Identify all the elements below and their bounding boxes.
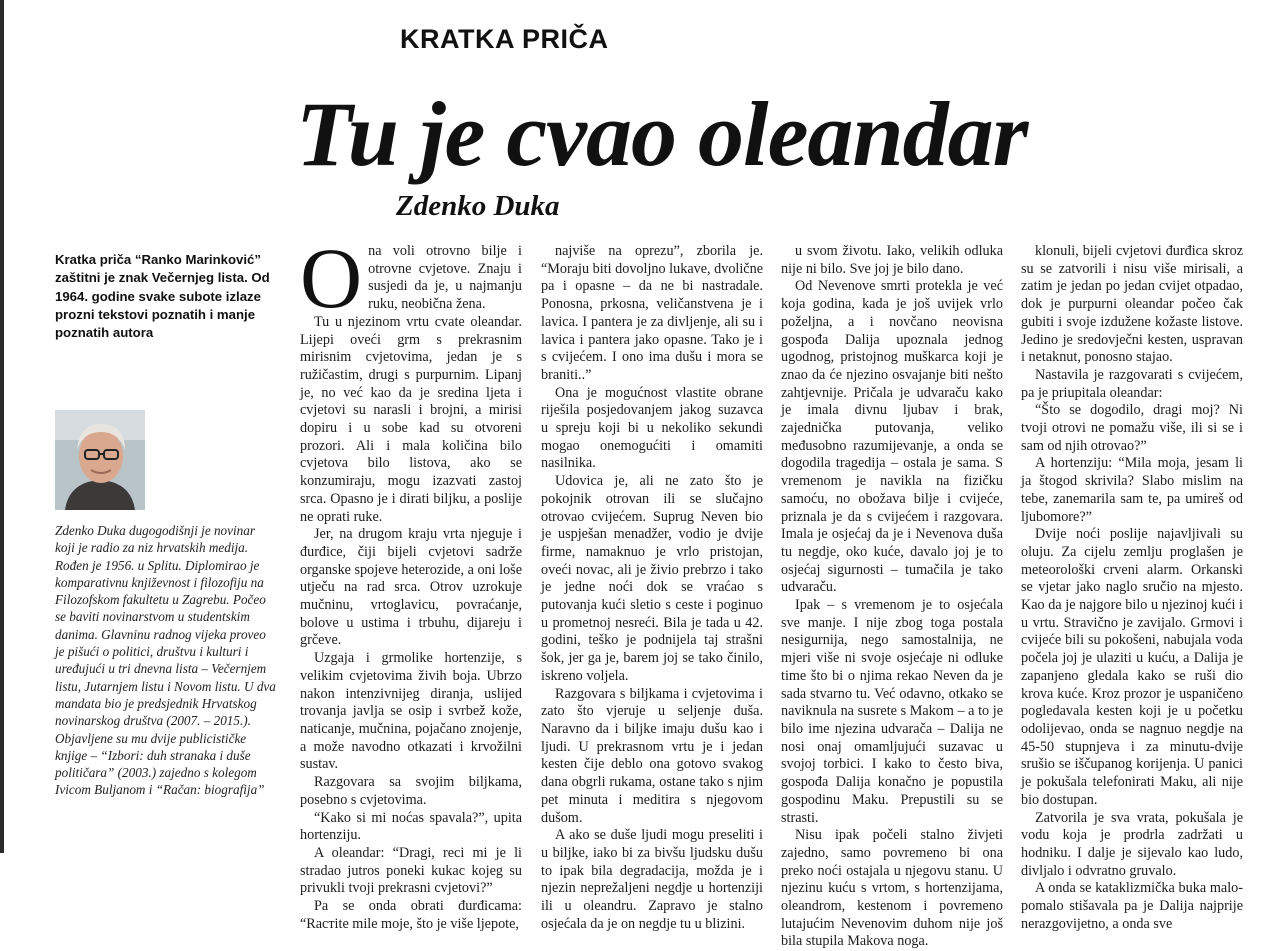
paragraph: Razgovara s biljkama i cvjetovima i zato što vjeruje u seljenje duša. Naravno da i biljke imaju dušu kao i ljudi. U prekrasnom vrtu je i jedan kesten čije deblo ona gotovo svakog dana obgrli rukama, ostane tako s njim pet minuta i meditira s njegovom dušom. <box>541 685 763 826</box>
article-title: Tu je cvao oleandar <box>296 83 1028 185</box>
paragraph: Nastavila je razgovarati s cvijećem, pa je priupitala oleandar: <box>1021 366 1243 401</box>
paragraph: Zatvorila je sva vrata, pokušala je vodu koja je prodrla zadržati u hodniku. I dalje je sijevalo kao ludo, divljalo i odvratno gruvalo. <box>1021 809 1243 879</box>
article-column-1 <box>300 230 522 932</box>
paragraph: A onda se kataklizmička buka malo-pomalo stišavala pa je Dalija najprije nerazgovijetno, a onda sve <box>1021 880 1243 932</box>
article-column-2 <box>541 243 763 932</box>
paragraph: Od Nevenove smrti protekla je već koja godina, kada je još uvijek vrlo poželjna, a i novčano neovisna gospođa Dalija upoznala jednog ugodnog, pristojnog muškarca koji je znao da će njezino osvajanje biti nešto zahtjevnije. Pričala je udvaraču kako je imala divnu ljubav i brak, zajednička putovanja, veliko međusobno razumijevanje, a onda se dogodila tragedija – ostala je sama. S vremenom je navikla na fizičku samoću, no obožava bilje i cvijeće, priznala je da s cvijećem i razgovara. Imala je osjećaj da je i Nevenova duša tu negdje, oko kuće, davalo joj je to osjećaj sigurnosti – tumačila je tako udvaraču. <box>781 278 1003 596</box>
left-column-rule <box>0 0 4 853</box>
paragraph: A hortenziju: “Mila moja, jesam li ja štogod skrivila? Slabo mislim na tebe, zanemarila sam te, pa umireš od ljubomore?” <box>1021 455 1243 525</box>
paragraph: “Što se dogodilo, dragi moj? Ni tvoji otrovi ne pomažu više, ili si se i sam od njih otrovao?” <box>1021 402 1243 454</box>
paragraph: “Kako si mi noćas spavala?”, upita hortenziju. <box>300 809 522 844</box>
paragraph: Ipak – s vremenom je to osjećala sve manje. I nije zbog toga postala nesigurnija, nego samostalnija, ne mjeri više ni svoje osjećaje ni odluke time što bi o njima rekao Neven da je sada stvarno tu. Već odavno, otkako se naviknula na susrete s Makom – a to je bilo ime njezina udvarača – Dalija ne nosi onaj omamljujući suzavac u svojoj torbici. I kako to često biva, gospođa Dalija konačno je popustila gospodinu Maku. Prepustili su se strasti. <box>781 597 1003 826</box>
paragraph: Uzgaja i grmolike hortenzije, s velikim cvjetovima živih boja. Ubrzo nakon intenzivnijeg diranja, uslijed trovanja javlja se osip i svrbež kože, naticanje, mučnina, pojačano znojenje, a može navodno otkazati i krvožilni sustav. <box>300 650 522 773</box>
paragraph: Udovica je, ali ne zato što je pokojnik otrovan ili se slučajno otrovao cvijećem. Suprug Neven bio je uspješan menadžer, vodio je dvije firme, namaknuo je vrlo pristojan, oveći novac, ali je živio prebrzo i tako je jedne noći dok se vraćao s putovanja kući sletio s ceste i poginuo u prometnoj nesreći. Bila je tada u 42. godini, teško je podnijela taj strašni šok, jer ga je, barem joj se tako činilo, iskreno voljela. <box>541 473 763 684</box>
paragraph: Dvije noći poslije najavljivali su oluju. Za cijelu zemlju proglašen je meteorološki crveni alarm. Orkanski se vjetar jako naglo sručio na mjesto. Kao da je najgore bilo u njezinoj kući i u vrtu. Stravično je zavijalo. Grmovi i cvijeće bili su pokošeni, nabujala voda počela joj je ulaziti u kuću, a Dalija je zapanjeno gledala kako se ruši dio krova kuće. Kroz prozor je uspaničeno pogledavala kesten koji je u početku odolijevao, onda se nagnuo negdje na 45-50 stupnjeva i za minutu-dvije srušio se iščupanog korijenja. U panici je pokušala telefonirati Maku, ali nije bio dostupan. <box>1021 526 1243 808</box>
paragraph: najviše na oprezu”, zborila je. “Moraju biti dovoljno lukave, dvolične pa i opasne – da ne bi nastradale. Ponosna, prkosna, veličanstvena je i lavica. I pantera je za divljenje, ali su i lavica i pantera jako opasne. Tako je i s cvijećem. I ono ima dušu i mora se braniti..” <box>541 243 763 383</box>
sidebar-note: Kratka priča “Ranko Marinković” zaštitni je znak Večernjeg lista. Od 1964. godine svake subote izlaze prozni tekstovi poznatih i manje poznatih autora <box>55 252 270 341</box>
drop-cap: O <box>300 230 363 326</box>
author-bio: Zdenko Duka dugogodišnji je novinar koji je radio za niz hrvatskih medija. Rođen je 1956. u Splitu. Diplomirao je komparativnu književnost i filozofiju na Filozofskom fakultetu u Zagrebu. Počeo se baviti novinarstvom u studentskim danima. Glavninu radnog vijeka proveo je pišući o politici, društvu i kulturi i uređujući u tri dnevna lista – Večernjem listu, Jutarnjem listu i Novom listu. U dva mandata bio je predsjednik Hrvatskog novinarskog društva (2007. – 2015.). Objavljene su mu dvije publicističke knjige – “Izbori: duh stranaka i duše političara” (2003.) zajedno s kolegom Ivicom Buljanom i “Račan: biografija” <box>55 523 276 798</box>
paragraph: u svom životu. Iako, velikih odluka nije ni bilo. Sve joj je bilo dano. <box>781 243 1003 277</box>
paragraph: Razgovara sa svojim biljkama, posebno s cvjetovima. <box>300 774 522 808</box>
author-photo <box>55 410 145 510</box>
paragraph: A oleandar: “Dragi, reci mi je li stradao jutros poneki kukac kojeg su privukli tvoji prekrasni cvjetovi?” <box>300 844 522 897</box>
paragraph <box>300 230 522 326</box>
section-label: KRATKA PRIČA <box>400 24 609 54</box>
paragraph-text: na voli otrovno bilje i otrovne cvjetove. Znaju i susjedi da je, u najmanju ruku, neobična žena. <box>368 243 522 313</box>
paragraph: Pa se onda obrati đurđicama: “Raстite mile moje, što je više ljepote, <box>300 898 522 932</box>
paragraph: Nisu ipak počeli stalno živjeti zajedno, samo povremeno bi ona preko noći ostajala u njegovu stanu. U njezinu kuću s vrtom, s hortenzijama, oleandrom, kestenom i povremeno lutajućim Nevenovim duhom nije još bila stupila Makova noga. <box>781 827 1003 950</box>
article-column-3 <box>781 243 1003 950</box>
paragraph: Ona je mogućnost vlastite obrane riješila posjedovanjem jakog suzavca u spreju koji bi u nekoliko sekundi mogao onemogućiti i omamiti nasilnika. <box>541 384 763 472</box>
article-column-4 <box>1021 243 1243 932</box>
paragraph: klonuli, bijeli cvjetovi đurđica skroz su se zatvorili i nisu više mirisali, a zatim je jedan po jedan cvijet otpadao, dok je purpurni oleandar počeo čak gubiti i svoje izdužene kožaste listove. Jedino je sredovječni kesten, uspravan i netaknut, ponosno stajao. <box>1021 243 1243 366</box>
paragraph: Jer, na drugom kraju vrta njeguje i đurđice, čiji bijeli cvjetovi sadrže organske spojeve heterozide, a oni loše utječu na rad srca. Otrov uzrokuje mučninu, vrtoglavicu, povraćanje, bolove u ustima i trbuhu, dijareju i grčeve. <box>300 526 522 649</box>
paragraph: Tu u njezinom vrtu cvate oleandar. Lijepi oveći grm s prekrasnim mirisnim cvjetovima, jedan je s ružičastim, drugi s purpurnim. Lipanj je, no već kao da je sredina ljeta i cvjetovi su narasli i brojni, a mirisi dopiru i u sobe kad su otvoreni prozori. Ali i mala količina bilo cvjetova bilo listova, ako se konzumiraju, mogu izazvati zastoj srca. Opasno je i dirati biljku, a poslije ne oprati ruke. <box>300 313 522 525</box>
article-author: Zdenko Duka <box>396 190 560 222</box>
author-portrait-image <box>55 410 145 510</box>
paragraph: A ako se duše ljudi mogu preseliti i u biljke, iako bi za bivšu ljudsku dušu to ipak bila degradacija, možda je i njezin neprežaljeni negdje u hortenziji ili u oleandru. Zapravo je stalno osjećala da je on negdje tu u blizini. <box>541 827 763 932</box>
